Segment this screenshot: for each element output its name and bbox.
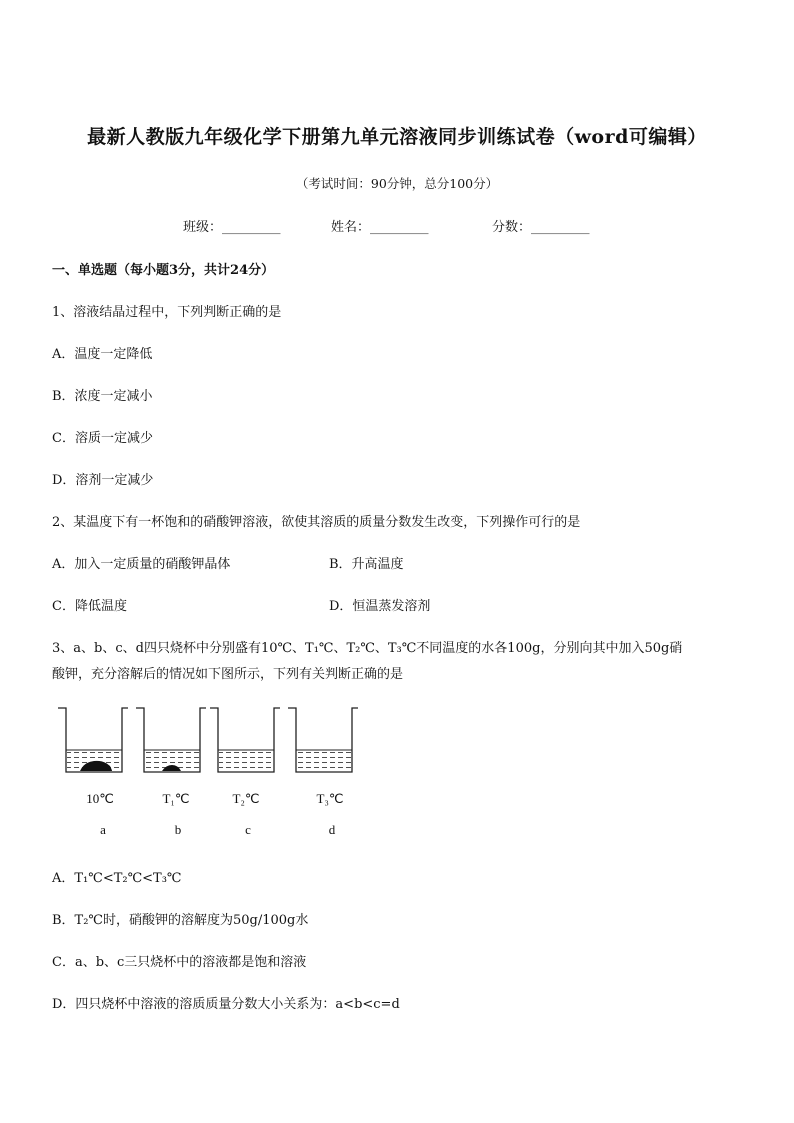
beaker-a-letter: a [100, 822, 106, 837]
beaker-b-temp: T₁℃ [162, 791, 190, 806]
class-label: 班级： [183, 220, 223, 235]
question-2-option-a: A．加入一定质量的硝酸钾晶体 [52, 557, 231, 572]
question-2-option-b: B．升高温度 [329, 557, 404, 572]
name-blank: _________ [370, 220, 429, 235]
beaker-c [210, 708, 280, 772]
question-3-option-a: A．T₁℃<T₂℃<T₃℃ [52, 871, 182, 886]
score-blank: _________ [531, 220, 590, 235]
exam-subtitle: （考试时间：90分钟，总分100分） [295, 176, 499, 191]
question-3-option-b: B．T₂℃时，硝酸钾的溶解度为50g/100g水 [52, 913, 309, 928]
question-1-option-b: B．浓度一定减小 [52, 389, 153, 404]
score-label: 分数： [492, 220, 532, 235]
beaker-d [288, 708, 358, 772]
question-1-stem: 1、溶液结晶过程中，下列判断正确的是 [52, 305, 282, 320]
name-label: 姓名： [331, 220, 371, 235]
question-2-option-d: D．恒温蒸发溶剂 [329, 599, 431, 614]
beakers-figure [50, 700, 370, 780]
class-blank: _________ [222, 220, 281, 235]
name-field [331, 216, 429, 235]
beaker-a-temp: 10℃ [86, 791, 114, 806]
question-2-stem: 2、某温度下有一杯饱和的硝酸钾溶液，欲使其溶质的质量分数发生改变，下列操作可行的是 [52, 515, 581, 530]
question-3-stem-line2: 酸钾，充分溶解后的情况如下图所示，下列有关判断正确的是 [52, 667, 404, 682]
question-1-option-c: C．溶质一定减少 [52, 431, 153, 446]
beaker-a [58, 708, 128, 772]
beaker-b-letter: b [174, 822, 182, 837]
question-3-option-d: D．四只烧杯中溶液的溶质质量分数大小关系为：a<b<c=d [52, 997, 400, 1012]
question-3-option-c: C．a、b、c三只烧杯中的溶液都是饱和溶液 [52, 955, 307, 970]
beaker-c-letter: c [245, 822, 251, 837]
question-1-option-d: D．溶剂一定减少 [52, 473, 154, 488]
document-title: 最新人教版九年级化学下册第九单元溶液同步训练试卷（word可编辑） [87, 126, 707, 148]
score-field [492, 216, 590, 235]
beaker-d-temp: T₃℃ [316, 791, 344, 806]
class-field [183, 216, 281, 235]
beaker-c-temp: T₂℃ [232, 791, 260, 806]
beaker-b [136, 708, 206, 772]
question-3-stem-line1: 3、a、b、c、d四只烧杯中分别盛有10℃、T₁℃、T₂℃、T₃℃不同温度的水各100g，分别向其中加入50g硝 [52, 641, 683, 656]
question-1-option-a: A．温度一定降低 [52, 347, 153, 362]
section-heading: 一、单选题（每小题3分，共计24分） [52, 263, 275, 278]
question-2-option-c: C．降低温度 [52, 599, 127, 614]
beaker-d-letter: d [328, 822, 336, 837]
